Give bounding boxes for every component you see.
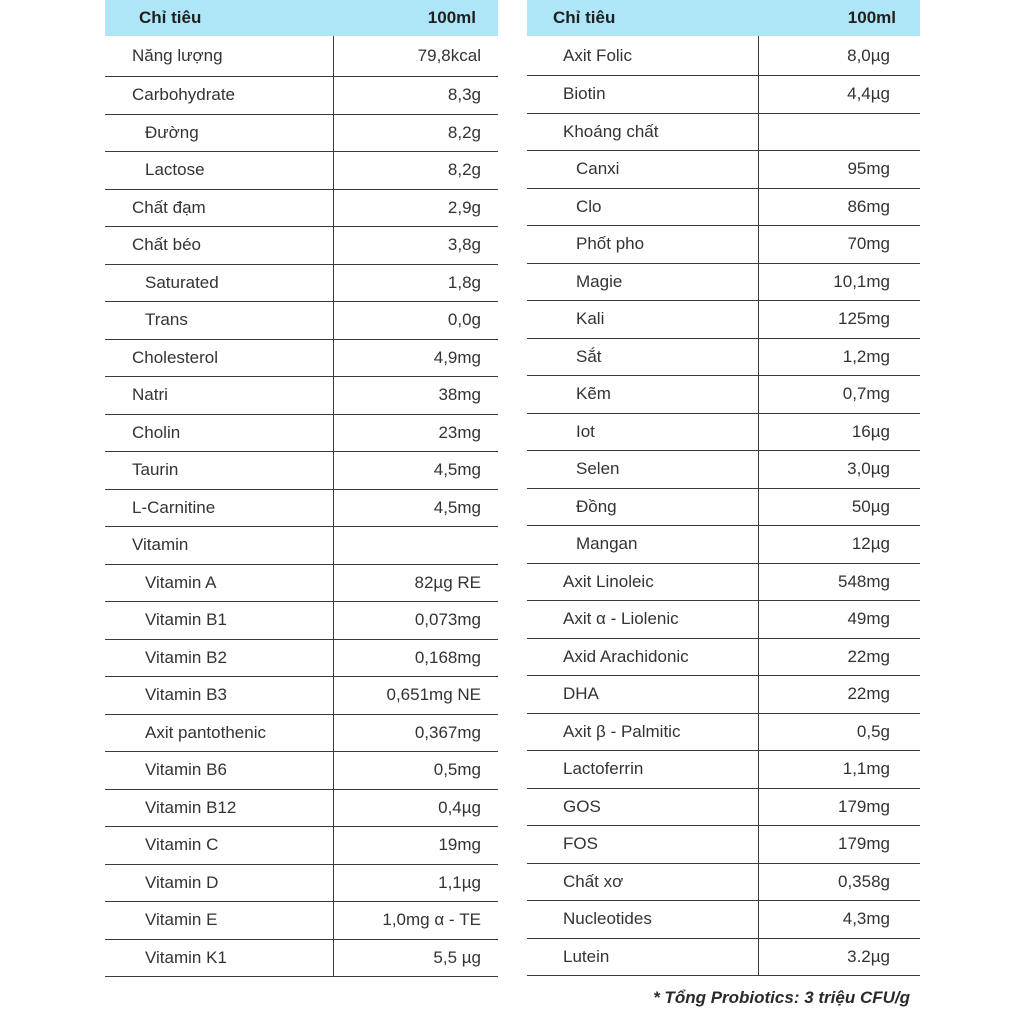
table-row [527, 264, 920, 302]
nutrient-name: L-Carnitine [105, 490, 334, 527]
nutrient-value: 4,3mg [842, 909, 890, 929]
nutrient-name: Chất béo [105, 227, 334, 264]
table-row [527, 114, 920, 152]
nutrient-value: 82µg RE [414, 572, 481, 592]
table-row [105, 152, 498, 190]
nutrient-name: Trans [105, 302, 334, 339]
nutrient-name: Vitamin K1 [105, 940, 334, 977]
table-row [105, 677, 498, 715]
nutrient-value: 95mg [847, 159, 890, 179]
nutrient-value: 79,8kcal [417, 46, 481, 65]
nutrient-value: 1,1µg [438, 872, 481, 892]
table-row [527, 751, 920, 789]
nutrient-value: 548mg [838, 571, 890, 591]
nutrient-value: 0,358g [838, 871, 890, 891]
nutrient-value: 179mg [838, 796, 890, 816]
nutrient-name: Vitamin B3 [105, 677, 334, 714]
nutrient-value: 4,5mg [433, 460, 481, 480]
nutrient-value: 1,8g [447, 272, 481, 292]
nutrient-name: Clo [527, 189, 759, 226]
table-row [105, 415, 498, 453]
nutrient-value: 179mg [838, 834, 890, 854]
header-per-100ml: 100ml [847, 8, 896, 27]
table-row [527, 826, 920, 864]
nutrition-table-left [105, 0, 498, 977]
nutrient-name: DHA [527, 676, 759, 713]
nutrient-name: Khoáng chất [527, 114, 759, 151]
nutrient-value: 8,0µg [847, 45, 890, 65]
nutrient-name: Vitamin D [105, 865, 334, 902]
table-body [527, 36, 920, 976]
nutrient-value: 125mg [838, 309, 890, 329]
nutrient-value: 4,9mg [433, 347, 481, 367]
table-row [105, 565, 498, 603]
table-row [105, 602, 498, 640]
nutrient-name: Sắt [527, 339, 759, 376]
nutrient-value: 19mg [438, 835, 481, 855]
nutrient-value: 8,3g [447, 85, 481, 105]
nutrient-name: Vitamin E [105, 902, 334, 939]
nutrient-value: 1,2mg [842, 346, 890, 366]
nutrient-value: 0,4µg [438, 797, 481, 817]
nutrient-value: 4,5mg [433, 497, 481, 517]
nutrient-value: 0,5mg [433, 760, 481, 780]
nutrient-value: 38mg [438, 385, 481, 405]
nutrient-value: 0,651mg NE [386, 685, 481, 705]
nutrient-name: Năng lượng [105, 36, 334, 76]
nutrient-name: Axit pantothenic [105, 715, 334, 752]
table-row [527, 301, 920, 339]
nutrient-name: Carbohydrate [105, 77, 334, 114]
nutrient-name: FOS [527, 826, 759, 863]
table-row [527, 714, 920, 752]
table-row [527, 226, 920, 264]
nutrient-name: Vitamin B6 [105, 752, 334, 789]
nutrient-value: 22mg [847, 684, 890, 704]
table-row [527, 36, 920, 76]
nutrient-name: Lutein [527, 939, 759, 976]
nutrient-value: 86mg [847, 196, 890, 216]
table-row [105, 715, 498, 753]
nutrient-name: Axit Folic [527, 36, 759, 75]
nutrient-name: Biotin [527, 76, 759, 113]
table-row [527, 489, 920, 527]
table-row [105, 640, 498, 678]
nutrient-value [334, 527, 498, 564]
table-row [527, 189, 920, 227]
nutrient-name: Iot [527, 414, 759, 451]
table-row [105, 865, 498, 903]
nutrient-name: Canxi [527, 151, 759, 188]
nutrient-name: Natri [105, 377, 334, 414]
nutrient-value: 1,0mg α - TE [382, 910, 481, 930]
table-row [105, 827, 498, 865]
nutrient-name: Axit α - Liolenic [527, 601, 759, 638]
nutrient-value: 10,1mg [833, 271, 890, 291]
table-row [105, 752, 498, 790]
table-row [527, 451, 920, 489]
nutrient-name: GOS [527, 789, 759, 826]
nutrient-value: 4,4µg [847, 84, 890, 104]
nutrient-name: Vitamin A [105, 565, 334, 602]
nutrient-name: Phốt pho [527, 226, 759, 263]
nutrient-name: Cholin [105, 415, 334, 452]
nutrient-name: Axit β - Palmitic [527, 714, 759, 751]
nutrient-value: 50µg [851, 496, 890, 516]
nutrient-value: 23mg [438, 422, 481, 442]
table-row [105, 940, 498, 978]
table-body [105, 36, 498, 977]
nutrient-value: 3,8g [447, 235, 481, 255]
nutrient-value: 8,2g [447, 160, 481, 180]
nutrient-name: Nucleotides [527, 901, 759, 938]
nutrient-value: 3,0µg [847, 459, 890, 479]
table-row [105, 790, 498, 828]
nutrient-name: Chất đạm [105, 190, 334, 227]
table-row [105, 115, 498, 153]
nutrient-value: 0,0g [447, 310, 481, 330]
nutrient-name: Đường [105, 115, 334, 152]
nutrient-name: Cholesterol [105, 340, 334, 377]
table-row [105, 527, 498, 565]
probiotics-footnote: * Tổng Probiotics: 3 triệu CFU/g [653, 988, 910, 1007]
table-row [527, 414, 920, 452]
nutrient-name: Axid Arachidonic [527, 639, 759, 676]
table-row [105, 902, 498, 940]
table-row [527, 76, 920, 114]
table-row [527, 864, 920, 902]
nutrient-name: Vitamin C [105, 827, 334, 864]
nutrient-value: 8,2g [447, 122, 481, 142]
table-row [105, 190, 498, 228]
table-row [105, 265, 498, 303]
nutrient-name: Đồng [527, 489, 759, 526]
nutrient-value [759, 114, 920, 151]
table-row [105, 340, 498, 378]
table-row [527, 151, 920, 189]
nutrient-value: 12µg [851, 534, 890, 554]
table-row [527, 676, 920, 714]
nutrient-name: Taurin [105, 452, 334, 489]
nutrient-value: 5,5 µg [433, 947, 481, 967]
nutrient-value: 0,7mg [842, 384, 890, 404]
table-row [527, 339, 920, 377]
nutrient-value: 0,5g [856, 721, 890, 741]
table-row [105, 36, 498, 77]
table-row [105, 490, 498, 528]
nutrient-name: Vitamin B1 [105, 602, 334, 639]
table-row [105, 377, 498, 415]
nutrient-value: 49mg [847, 609, 890, 629]
table-row [527, 526, 920, 564]
header-per-100ml: 100ml [427, 8, 476, 27]
nutrient-name: Axit Linoleic [527, 564, 759, 601]
table-row [527, 564, 920, 602]
nutrient-value: 22mg [847, 646, 890, 666]
nutrient-value: 0,168mg [414, 647, 481, 667]
nutrient-name: Lactoferrin [527, 751, 759, 788]
table-row [105, 452, 498, 490]
nutrient-name: Magie [527, 264, 759, 301]
nutrient-name: Kẽm [527, 376, 759, 413]
table-row [105, 227, 498, 265]
nutrient-name: Selen [527, 451, 759, 488]
nutrient-value: 3.2µg [847, 946, 890, 966]
header-indicator: Chỉ tiêu [139, 8, 202, 27]
table-row [105, 77, 498, 115]
nutrient-value: 0,073mg [414, 610, 481, 630]
header-indicator: Chỉ tiêu [553, 8, 616, 27]
nutrient-name: Lactose [105, 152, 334, 189]
table-row [527, 901, 920, 939]
table-row [527, 601, 920, 639]
nutrient-name: Chất xơ [527, 864, 759, 901]
table-row [527, 639, 920, 677]
table-row [527, 789, 920, 827]
nutrient-name: Vitamin [105, 527, 334, 564]
nutrient-value: 2,9g [447, 197, 481, 217]
nutrient-value: 70mg [847, 234, 890, 254]
nutrient-name: Vitamin B12 [105, 790, 334, 827]
nutrient-name: Saturated [105, 265, 334, 302]
nutrient-value: 0,367mg [414, 722, 481, 742]
table-header [105, 0, 498, 36]
nutrient-name: Kali [527, 301, 759, 338]
nutrition-table-right [527, 0, 920, 976]
table-row [527, 939, 920, 977]
table-header [527, 0, 920, 36]
nutrient-value: 1,1mg [842, 759, 890, 779]
table-row [105, 302, 498, 340]
nutrient-name: Mangan [527, 526, 759, 563]
table-row [527, 376, 920, 414]
nutrient-value: 16µg [851, 421, 890, 441]
nutrient-name: Vitamin B2 [105, 640, 334, 677]
